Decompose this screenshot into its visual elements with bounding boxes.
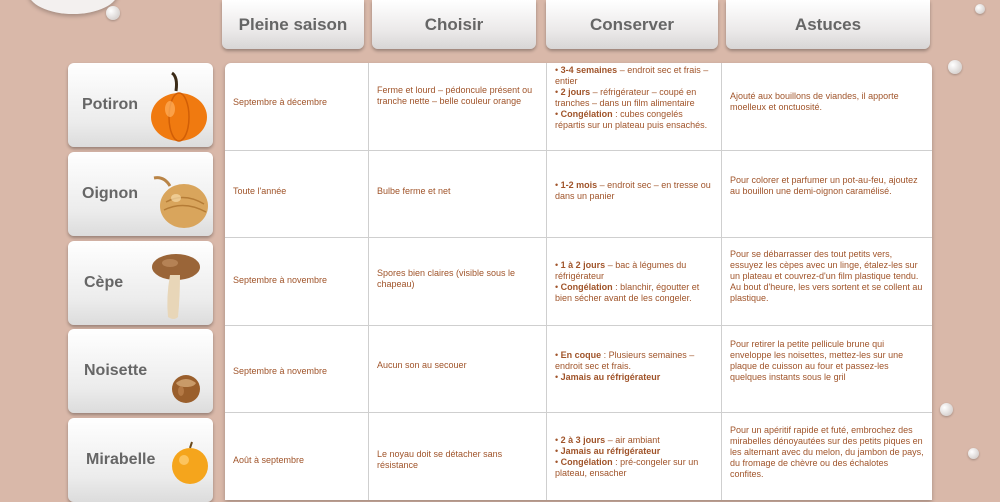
cell-astuces: Ajouté aux bouillons de viandes, il apporte moelleux et onctuosité. (730, 91, 899, 112)
onion-icon (150, 172, 212, 234)
cell-saison: Septembre à novembre (233, 366, 328, 376)
mushroom-icon (144, 247, 204, 323)
decorative-bubble (948, 60, 962, 74)
row-label-cepe (68, 241, 213, 325)
mirabelle-icon (168, 440, 212, 486)
hazelnut-icon (168, 371, 204, 407)
cell-conserver (547, 350, 721, 383)
row-label-oignon (68, 152, 213, 236)
cell-conserver (547, 180, 721, 202)
row-label-text: Cèpe (84, 274, 124, 291)
cell-choisir: Aucun son au secouer (377, 360, 467, 370)
row-label-potiron (68, 63, 213, 147)
decorative-bubble (940, 403, 953, 416)
header-conserver: Conserver (546, 0, 718, 49)
cell-saison: Août à septembre (233, 455, 305, 465)
cell-saison: Septembre à novembre (233, 275, 328, 285)
row-label-mirabelle (68, 418, 213, 502)
cell-choisir: Ferme et lourd – pédoncule présent ou tranche nette – belle couleur orange (377, 85, 533, 106)
cell-choisir: Bulbe ferme et net (377, 186, 451, 196)
conserver-item: • 1-2 mois – endroit sec – en tresse ou dans un panier (555, 180, 713, 202)
decorative-bubble (106, 6, 120, 20)
decorative-bubble (968, 448, 979, 459)
cell-saison: Septembre à décembre (233, 97, 328, 107)
row-label-noisette (68, 329, 213, 413)
cell-conserver (547, 65, 721, 131)
conserver-item: • En coque : Plusieurs semaines –endroit sec et frais. (555, 350, 713, 372)
header-astuces: Astuces (726, 0, 930, 49)
cell-choisir: Le noyau doit se détacher sans résistance (377, 449, 503, 470)
conserver-item: • Jamais au réfrigérateur (555, 372, 713, 383)
cell-saison: Toute l'année (233, 186, 287, 196)
header-choisir: Choisir (372, 0, 536, 49)
pumpkin-icon (148, 71, 210, 145)
info-table (225, 63, 932, 500)
conserver-item: • 3-4 semaines – endroit sec et frais – entier (555, 65, 713, 87)
cell-conserver (547, 260, 721, 304)
decorative-bubble (975, 4, 985, 14)
header-pleine-saison: Pleine saison (222, 0, 364, 49)
cell-choisir: Spores bien claires (visible sous le chapeau) (377, 268, 516, 289)
row-label-text: Noisette (84, 362, 148, 379)
conserver-item: • Congélation : pré-congeler sur un plateau, ensacher (555, 457, 713, 479)
conserver-item: • Congélation : blanchir, égoutter et bien sécher avant de les congeler. (555, 282, 713, 304)
conserver-item: • Congélation : cubes congelés répartis sur un plateau puis ensachés. (555, 109, 713, 131)
conserver-item: • 2 à 3 jours – air ambiant (555, 435, 713, 446)
cell-astuces: Pour se débarrasser des tout petits vers, essuyez les cèpes avec un linge, étalez-les sur un plateau et couvrez-d'un film plastique tendu. Au bout d'heure, les vers sortent et se collent au plastique. (730, 249, 923, 303)
conserver-item: • 1 à 2 jours – bac à légumes du réfrigérateur (555, 260, 713, 282)
row-label-text: Mirabelle (86, 451, 156, 468)
decorative-bubble (28, 0, 118, 14)
cell-conserver (547, 435, 721, 479)
row-label-text: Potiron (82, 96, 138, 113)
cell-astuces: Pour un apéritif rapide et futé, embrochez des mirabelles dénoyautées sur des petits piques en les alternant avec du melon, du jambon de pays, du fromage de chèvre ou des échalotes confites. (730, 425, 924, 479)
row-label-text: Oignon (82, 185, 138, 202)
conserver-item: • 2 jours – réfrigérateur – coupé en tranches – dans un film alimentaire (555, 87, 713, 109)
conserver-item: • Jamais au réfrigérateur (555, 446, 713, 457)
cell-astuces: Pour retirer la petite pellicule brune qui enveloppe les noisettes, mettez-les sur une plaque de cuisson au four et passez-les quelques instants sous le gril (730, 339, 904, 382)
cell-astuces: Pour colorer et parfumer un pot-au-feu, ajoutez au bouillon une demi-oignon caramélisé. (730, 175, 918, 196)
